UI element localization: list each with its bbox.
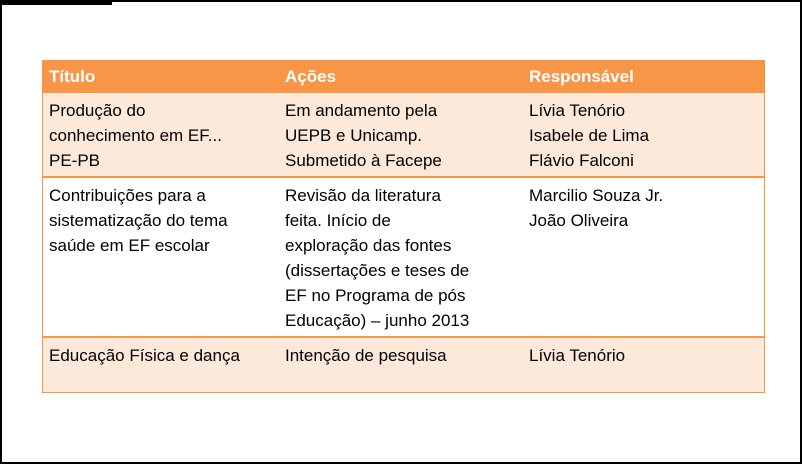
cell-acoes: [279, 177, 523, 337]
table-row: [43, 93, 764, 177]
cell-acoes: [279, 337, 523, 392]
cell-titulo: [43, 337, 279, 392]
cell-line: João Oliveira: [529, 211, 629, 230]
table-header: [43, 61, 764, 93]
cell-titulo: [43, 177, 279, 337]
cell-responsavel: [523, 177, 764, 337]
cell-line: Lívia Tenório: [529, 346, 626, 365]
table-row: [43, 177, 764, 337]
header-acoes: Ações: [279, 61, 523, 93]
cell-line: Flávio Falconi: [529, 151, 634, 170]
cell-line: Submetido à Facepe: [285, 151, 442, 170]
cell-line: Educação Física e dança: [49, 346, 240, 365]
cell-line: Revisão da literatura: [285, 186, 441, 205]
cell-responsavel: [523, 93, 764, 177]
cell-line: feita. Início de: [285, 211, 391, 230]
cell-acoes: [279, 93, 523, 177]
cell-line: Em andamento pela: [285, 101, 438, 120]
cell-line: UEPB e Unicamp.: [285, 126, 422, 145]
table-body: [43, 93, 764, 392]
corner-mark: [2, 2, 112, 5]
cell-line: exploração das fontes: [285, 236, 452, 255]
header-titulo: Título: [43, 61, 279, 93]
cell-line: EF no Programa de pós: [285, 286, 466, 305]
cell-line: Contribuições para a: [49, 186, 206, 205]
table: [43, 61, 764, 392]
cell-line: Educação) – junho 2013: [285, 311, 470, 330]
cell-line: PE-PB: [49, 151, 101, 170]
cell-responsavel: [523, 337, 764, 392]
cell-line: (dissertações e teses de: [285, 261, 470, 280]
cell-line: Marcilio Souza Jr.: [529, 186, 664, 205]
cell-line: Isabele de Lima: [529, 126, 650, 145]
cell-line: conhecimento em EF...: [49, 126, 222, 145]
cell-line: saúde em EF escolar: [49, 236, 210, 255]
cell-line: Intenção de pesquisa: [285, 346, 447, 365]
cell-line: Lívia Tenório: [529, 101, 626, 120]
cell-line: Produção do: [49, 101, 146, 120]
header-responsavel: Responsável: [523, 61, 764, 93]
cell-line: sistematização do tema: [49, 211, 228, 230]
slide: [2, 2, 800, 462]
cell-titulo: [43, 93, 279, 177]
table-row: [43, 337, 764, 392]
header-row: [43, 61, 764, 93]
projects-table: [42, 60, 765, 393]
